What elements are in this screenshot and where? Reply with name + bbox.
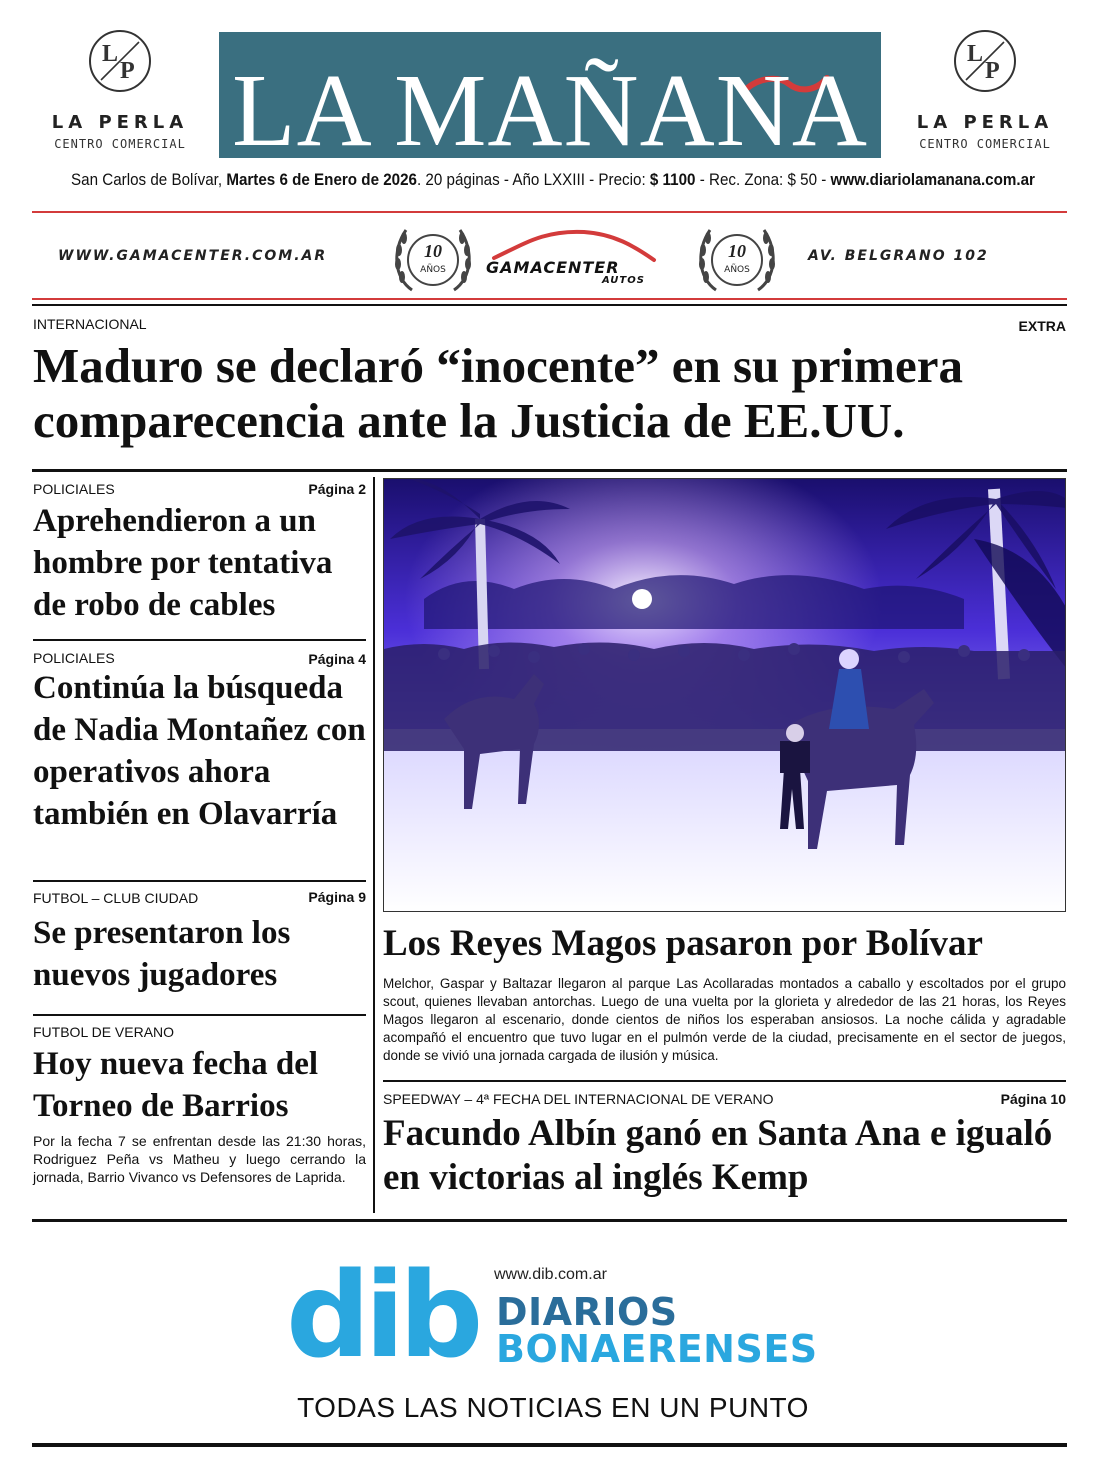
dib-url[interactable]: www.dib.com.ar xyxy=(494,1266,607,1283)
lead-extra-tag: EXTRA xyxy=(1018,318,1066,334)
anniversary-laurel-badge xyxy=(390,220,476,298)
story-page-ref: Página 10 xyxy=(1000,1091,1066,1107)
badge-number: 10 xyxy=(424,241,442,261)
lead-section-label: INTERNACIONAL xyxy=(33,316,147,332)
dateline xyxy=(44,171,1062,190)
sponsor-name: LA PERLA xyxy=(916,112,1054,133)
column-divider xyxy=(373,477,375,1213)
dib-line-bonaerenses: BONAERENSES xyxy=(496,1327,818,1371)
story-headline[interactable]: Facundo Albín ganó en Santa Ana e igualó en victorias al inglés Kemp xyxy=(383,1113,1053,1198)
banner-url[interactable]: WWW.GAMACENTER.COM.AR xyxy=(58,248,328,264)
story-section-label: FUTBOL – CLUB CIUDAD xyxy=(33,890,199,906)
svg-text:P: P xyxy=(120,58,135,84)
story-headline[interactable]: Aprehendieron a un hombre por tentativa de robo de cables xyxy=(33,503,333,623)
story-divider xyxy=(33,639,366,641)
story-headline[interactable]: Continúa la búsqueda de Nadia Montañez con operativos ahora también en Olavarría xyxy=(33,670,366,832)
feature-photo xyxy=(383,478,1066,912)
sponsor-right xyxy=(895,28,1075,151)
story-page-ref: Página 2 xyxy=(308,481,366,497)
dateline-place: San Carlos de Bolívar, xyxy=(71,171,223,189)
dib-tagline: TODAS LAS NOTICIAS EN UN PUNTO xyxy=(297,1392,809,1423)
svg-text:P: P xyxy=(985,58,1000,84)
la-perla-logo xyxy=(952,28,1018,94)
story-headline[interactable]: Hoy nueva fecha del Torneo de Barrios xyxy=(33,1046,319,1124)
dib-logo-text: dib xyxy=(286,1256,478,1366)
dateline-pages: . 20 páginas - Año LXXIII - Precio: xyxy=(416,171,646,189)
story-headline[interactable]: Se presentaron los nuevos jugadores xyxy=(33,915,291,993)
story-page-ref: Página 9 xyxy=(308,889,366,905)
dateline-website[interactable]: www.diariolamanana.com.ar xyxy=(830,171,1035,189)
feature-body: Melchor, Gaspar y Baltazar llegaron al parque Las Acollaradas montados a caballo y escoltados por el grupo scout, quienes llevaban antorchas. Luego de una vuelta por la glorieta y alrededor de las 21 horas, los Reyes Magos llegaron al escenario, donde cientos de niños los esperaban ansiosos. La noche cálida y agradable acompañó el encuentro que tuvo lugar en el pulmón verde de la ciudad, precisamente en el sector de juegos, donde se vivió una jornada cargada de ilusión y música. xyxy=(383,976,1066,1063)
banner-brand-sub: AUTOS xyxy=(602,275,645,286)
la-perla-logo xyxy=(87,28,153,94)
red-rule xyxy=(32,211,1067,213)
story-section-label: POLICIALES xyxy=(33,481,115,497)
black-rule xyxy=(32,1443,1067,1447)
dateline-date: Martes 6 de Enero de 2026 xyxy=(226,171,417,189)
story-section-label: FUTBOL DE VERANO xyxy=(33,1024,175,1040)
story-divider xyxy=(383,1080,1066,1082)
newspaper-title: LA MAÑANA xyxy=(232,53,868,158)
night-parade-photo xyxy=(384,479,1066,912)
story-section-label: POLICIALES xyxy=(33,650,115,666)
sponsor-subtitle: CENTRO COMERCIAL xyxy=(919,137,1051,151)
svg-text:L: L xyxy=(102,41,119,67)
dateline-price: $ 1100 xyxy=(649,171,696,189)
black-rule xyxy=(32,304,1067,306)
story-section-label: SPEEDWAY – 4ª FECHA DEL INTERNACIONAL DE VERANO xyxy=(383,1091,774,1107)
masthead-title-box xyxy=(219,32,881,158)
anniversary-laurel-badge xyxy=(694,220,780,298)
red-rule xyxy=(32,298,1067,300)
badge-number: 10 xyxy=(728,241,746,261)
badge-text: AÑOS xyxy=(724,265,750,275)
sponsor-subtitle: CENTRO COMERCIAL xyxy=(54,137,186,151)
sponsor-left xyxy=(30,28,210,151)
story-divider xyxy=(33,880,366,882)
dib-line-diarios: DIARIOS xyxy=(496,1290,678,1334)
story-body: Por la fecha 7 se enfrentan desde las 21:30 horas, Rodriguez Peña vs Matheu y luego cerrando la jornada, Barrio Vivanco vs Defensores de Laprida. xyxy=(33,1133,366,1185)
black-rule xyxy=(32,469,1067,472)
banner-address: AV. BELGRANO 102 xyxy=(808,248,989,264)
feature-headline[interactable]: Los Reyes Magos pasaron por Bolívar xyxy=(383,923,983,964)
story-page-ref: Página 4 xyxy=(308,651,366,667)
badge-text: AÑOS xyxy=(420,265,446,275)
banner-brand: GAMACENTER xyxy=(486,258,620,277)
lead-headline[interactable]: Maduro se declaró “inocente” en su primera comparecencia ante la Justicia de EE.UU. xyxy=(33,338,963,448)
dateline-zone: - Rec. Zona: $ 50 - xyxy=(699,171,827,189)
black-rule xyxy=(32,1219,1067,1222)
dib-logo-mark xyxy=(286,1256,486,1366)
story-divider xyxy=(33,1014,366,1016)
sponsor-name: LA PERLA xyxy=(51,112,189,133)
svg-text:L: L xyxy=(967,41,984,67)
